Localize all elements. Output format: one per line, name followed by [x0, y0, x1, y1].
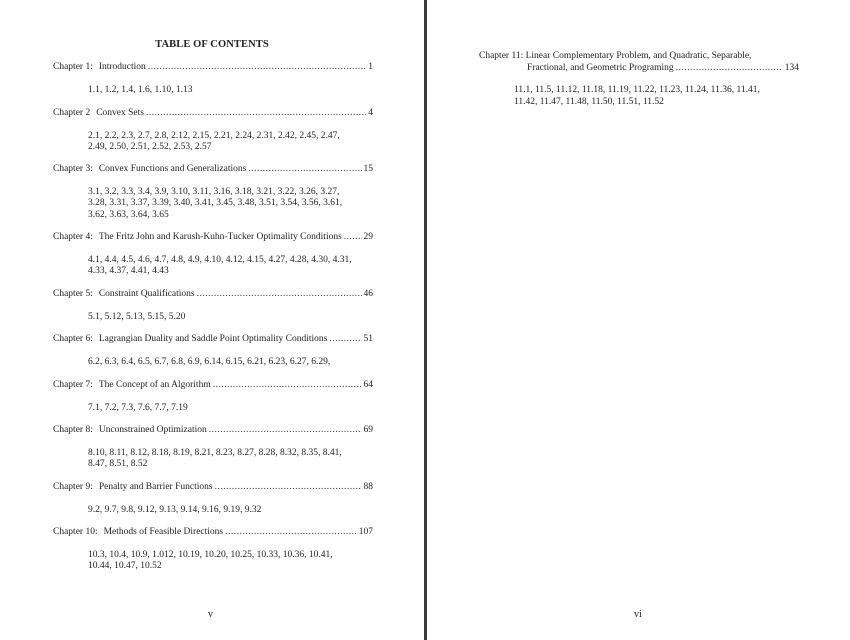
chapter-line	[53, 380, 373, 392]
dot-leader	[676, 63, 783, 75]
chapter-title: Unconstrained Optimization	[98, 425, 207, 435]
page-number: vi	[634, 609, 642, 620]
chapter-page-number: 15	[363, 164, 373, 174]
chapter-line	[53, 482, 373, 494]
chapter-page-number: 46	[363, 289, 373, 299]
toc-title: TABLE OF CONTENTS	[155, 39, 269, 50]
chapter-page-number: 1	[368, 62, 373, 72]
chapter-line	[479, 51, 799, 63]
toc-entry-chapter-1	[53, 62, 373, 96]
chapter-title: Linear Complementary Problem, and Quadratic, Separable,	[525, 51, 752, 61]
chapter-title: Constraint Qualifications	[98, 289, 195, 299]
chapter-title: The Concept of an Algorithm	[98, 380, 211, 390]
chapter-page-number: 88	[363, 482, 373, 492]
chapter-title: Convex Sets	[96, 108, 144, 118]
chapter-label: Chapter 11:	[479, 51, 524, 61]
chapter-page-number: 107	[358, 527, 373, 537]
dot-leader	[197, 289, 362, 301]
chapter-problems: 2.1, 2.2, 2.3, 2.7, 2.8, 2.12, 2.15, 2.21, 2.24, 2.31, 2.42, 2.45, 2.47, 2.49, 2.50, 2.51, 2.52, 2.53, 2.57	[88, 130, 340, 152]
chapter-title: Lagrangian Duality and Saddle Point Optimality Conditions	[98, 334, 328, 344]
chapter-label: Chapter 2	[53, 108, 91, 118]
dot-leader	[248, 164, 361, 176]
chapter-line	[53, 108, 373, 120]
chapter-page-number: 4	[368, 108, 373, 118]
chapter-problems: 4.1, 4.4, 4.5, 4.6, 4.7, 4.8, 4.9, 4.10, 4.12, 4.15, 4.27, 4.28, 4.30, 4.31, 4.33, 4.37, 4.41, 4.43	[88, 254, 352, 276]
chapter-label: Chapter 3:	[53, 164, 93, 174]
chapter-line	[53, 232, 373, 244]
chapter-problems: 7.1, 7.2, 7.3, 7.6, 7.7, 7.19	[88, 402, 188, 413]
chapter-label: Chapter 4:	[53, 232, 93, 242]
chapter-title: Penalty and Barrier Functions	[98, 482, 213, 492]
chapter-problems: 3.1, 3.2, 3.3, 3.4, 3.9, 3.10, 3.11, 3.16, 3.18, 3.21, 3.22, 3.26, 3.27, 3.28, 3.31, 3.37, 3.39, 3.40, 3.41, 3.45, 3.48, 3.51, 3.54, 3.56, 3.61, 3.62, 3.63, 3.64, 3.65	[88, 186, 343, 220]
chapter-problems: 6.2, 6.3, 6.4, 6.5, 6.7, 6.8, 6.9, 6.14, 6.15, 6.21, 6.23, 6.27, 6.29,	[88, 356, 331, 367]
right-page	[427, 0, 850, 640]
chapter-problems: 1.1, 1.2, 1.4, 1.6, 1.10, 1.13	[88, 84, 193, 95]
chapter-problems: 10.3, 10.4, 10.9, 1.012, 10.19, 10.20, 10.25, 10.33, 10.36, 10.41, 10.44, 10.47, 10.52	[88, 549, 333, 571]
dot-leader	[213, 380, 362, 392]
chapter-problems: 5.1, 5.12, 5.13, 5.15, 5.20	[88, 311, 186, 322]
dot-leader	[329, 334, 361, 346]
toc-entry-chapter-11	[479, 51, 799, 108]
toc-entry-chapter-8	[53, 425, 373, 471]
chapter-title: The Fritz John and Karush-Kuhn-Tucker Optimality Conditions	[98, 232, 342, 242]
chapter-page-number: 134	[784, 62, 799, 73]
toc-entry-chapter-7	[53, 380, 373, 414]
chapter-label: Chapter 5:	[53, 289, 93, 299]
page-number: v	[208, 609, 213, 620]
dot-leader	[225, 527, 357, 539]
chapter-page-number: 64	[363, 380, 373, 390]
chapter-line	[53, 334, 373, 346]
chapter-label: Chapter 10:	[53, 527, 98, 537]
chapter-problems: 11.1, 11.5, 11.12, 11.18, 11.19, 11.22, 11.23, 11.24, 11.36, 11.41, 11.42, 11.47, 11.48, 11.50, 11.51, 11.52	[514, 85, 760, 107]
dot-leader	[209, 425, 362, 437]
chapter-title: Methods of Feasible Directions	[103, 527, 224, 537]
dot-leader	[344, 232, 362, 244]
chapter-label: Chapter 7:	[53, 380, 93, 390]
chapter-title: Convex Functions and Generalizations	[98, 164, 247, 174]
chapter-problems: 9.2, 9.7, 9.8, 9.12, 9.13, 9.14, 9.16, 9.19, 9.32	[88, 504, 262, 515]
chapter-page-number: 69	[363, 425, 373, 435]
toc-entry-chapter-3	[53, 164, 373, 221]
dot-leader	[215, 482, 362, 494]
left-page	[0, 0, 424, 640]
toc-entry-chapter-10	[53, 527, 373, 573]
toc-entry-chapter-4	[53, 232, 373, 278]
chapter-line	[53, 527, 373, 539]
chapter-page-number: 29	[363, 232, 373, 242]
chapter-label: Chapter 8:	[53, 425, 93, 435]
chapter-problems: 8.10, 8.11, 8.12, 8.18, 8.19, 8.21, 8.23, 8.27, 8.28, 8.32, 8.35, 8.41, 8.47, 8.51, 8.52	[88, 447, 342, 469]
toc-entry-chapter-6	[53, 334, 373, 368]
dot-leader	[146, 108, 366, 120]
chapter-line	[53, 289, 373, 301]
dot-leader	[148, 62, 366, 74]
chapter-line	[53, 425, 373, 437]
toc-entry-chapter-9	[53, 482, 373, 516]
chapter-line-continued	[479, 63, 799, 75]
chapter-line	[53, 62, 373, 74]
toc-entry-chapter-5	[53, 289, 373, 323]
toc-entry-chapter-2	[53, 108, 373, 154]
chapter-label: Chapter 6:	[53, 334, 93, 344]
chapter-label: Chapter 1:	[53, 62, 93, 72]
chapter-label: Chapter 9:	[53, 482, 93, 492]
chapter-title: Introduction	[98, 62, 146, 72]
chapter-page-number: 51	[363, 334, 373, 344]
chapter-title-continued: Fractional, and Geometric Programing	[527, 62, 674, 73]
chapter-line	[53, 164, 373, 176]
